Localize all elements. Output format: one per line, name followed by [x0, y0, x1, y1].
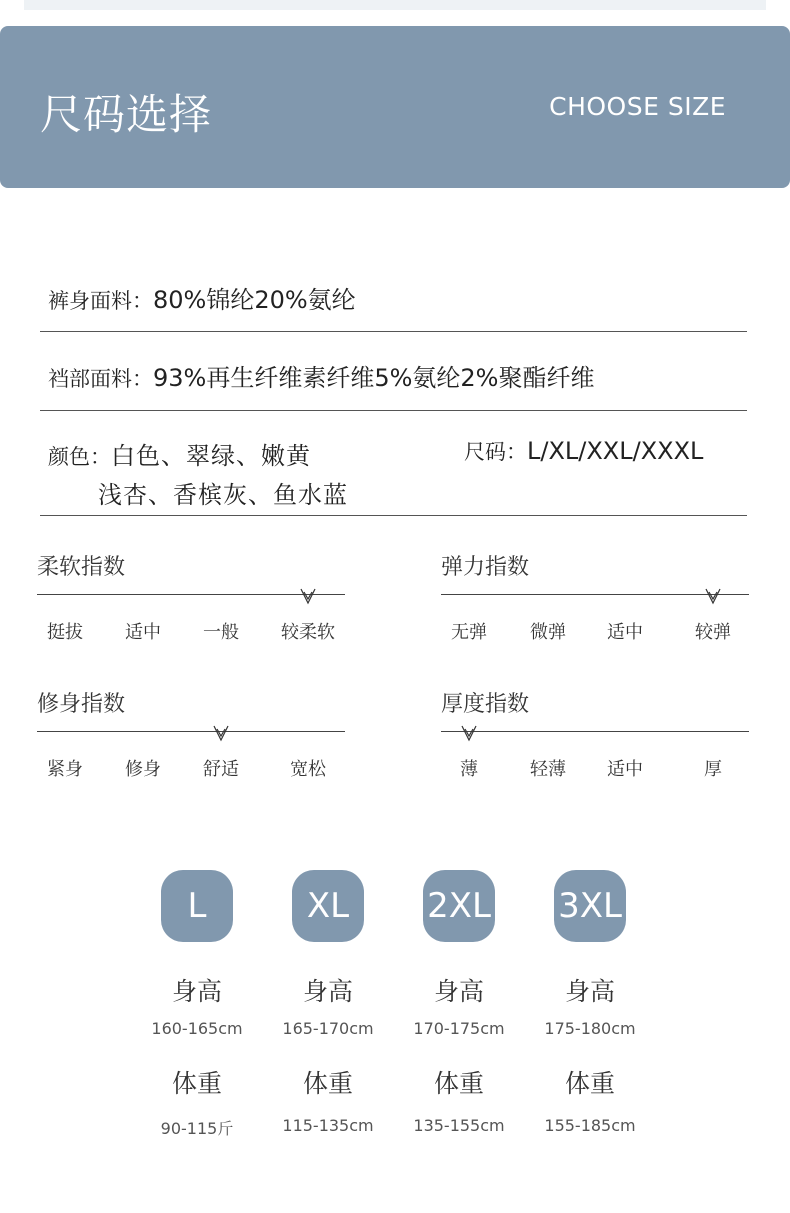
- index-scale-label: 修身: [125, 759, 161, 780]
- title-english: CHOOSE SIZE: [549, 92, 726, 121]
- index-axis: [37, 594, 345, 595]
- height-value: 165-170cm: [282, 1019, 374, 1038]
- index-scale-label: 宽松: [290, 759, 326, 780]
- height-label: 身高: [302, 977, 354, 1006]
- index-scale-label: 轻薄: [530, 759, 566, 780]
- size-column: [525, 870, 655, 942]
- size-badge: XL: [292, 870, 364, 942]
- cuff-fabric-value: 93%再生纤维素纤维5%氨纶2%聚酯纤维: [153, 364, 595, 392]
- weight-value: 90-115斤: [160, 1119, 234, 1138]
- weight-value: 115-135cm: [282, 1116, 374, 1135]
- size-badge: 3XL: [554, 870, 626, 942]
- color-row: [48, 436, 311, 471]
- size-column: [263, 870, 393, 942]
- size-column: [394, 870, 524, 942]
- index-axis: [441, 594, 749, 595]
- height-label: 身高: [433, 977, 485, 1006]
- size-badge: L: [161, 870, 233, 942]
- index-scale-label: 一般: [203, 622, 239, 643]
- index-scale-label: 适中: [607, 622, 643, 643]
- index-scale-label: 厚: [704, 759, 722, 780]
- header-banner: [0, 26, 790, 188]
- colors-line-2: 浅杏、香槟灰、鱼水蓝: [98, 481, 348, 509]
- color-label: 颜色：: [48, 445, 111, 469]
- index-scale-label: 舒适: [203, 759, 239, 780]
- height-value: 160-165cm: [151, 1019, 243, 1038]
- height-label: 身高: [564, 977, 616, 1006]
- divider: [40, 331, 747, 332]
- index-title: 弹力指数: [441, 555, 530, 580]
- body-fabric-row: [48, 280, 356, 315]
- weight-label: 体重: [171, 1069, 223, 1098]
- index-title: 厚度指数: [441, 692, 530, 717]
- body-fabric-label: 裤身面料：: [48, 289, 153, 313]
- index-marker-icon: [300, 588, 316, 606]
- index-scale-label: 紧身: [47, 759, 83, 780]
- body-fabric-value: 80%锦纶20%氨纶: [153, 286, 356, 314]
- divider: [40, 515, 747, 516]
- index-axis: [441, 731, 749, 732]
- height-label: 身高: [171, 977, 223, 1006]
- title-chinese: 尺码选择: [40, 90, 213, 139]
- top-strip: [24, 0, 766, 10]
- index-scale-label: 无弹: [451, 622, 487, 643]
- cuff-fabric-label: 裆部面料：: [48, 367, 153, 391]
- index-scale-label: 适中: [125, 622, 161, 643]
- weight-label: 体重: [302, 1069, 354, 1098]
- index-marker-icon: [213, 725, 229, 743]
- index-title: 柔软指数: [37, 555, 126, 580]
- index-marker-icon: [705, 588, 721, 606]
- index-scale-label: 薄: [460, 759, 478, 780]
- index-scale-label: 较柔软: [281, 622, 335, 643]
- index-scale-label: 适中: [607, 759, 643, 780]
- size-row: [464, 436, 703, 466]
- index-axis: [37, 731, 345, 732]
- sizes-value: L/XL/XXL/XXXL: [527, 437, 704, 465]
- cuff-fabric-row: [48, 358, 595, 393]
- index-scale-label: 挺拔: [47, 622, 83, 643]
- size-column: [132, 870, 262, 942]
- height-value: 170-175cm: [413, 1019, 505, 1038]
- size-label: 尺码：: [464, 440, 527, 464]
- index-marker-icon: [461, 725, 477, 743]
- index-scale-label: 微弹: [530, 622, 566, 643]
- size-badge: 2XL: [423, 870, 495, 942]
- colors-line-1: 白色、翠绿、嫩黄: [111, 442, 311, 470]
- weight-value: 155-185cm: [544, 1116, 636, 1135]
- divider: [40, 410, 747, 411]
- weight-label: 体重: [433, 1069, 485, 1098]
- weight-label: 体重: [564, 1069, 616, 1098]
- weight-value: 135-155cm: [413, 1116, 505, 1135]
- index-title: 修身指数: [37, 692, 126, 717]
- height-value: 175-180cm: [544, 1019, 636, 1038]
- index-scale-label: 较弹: [695, 622, 731, 643]
